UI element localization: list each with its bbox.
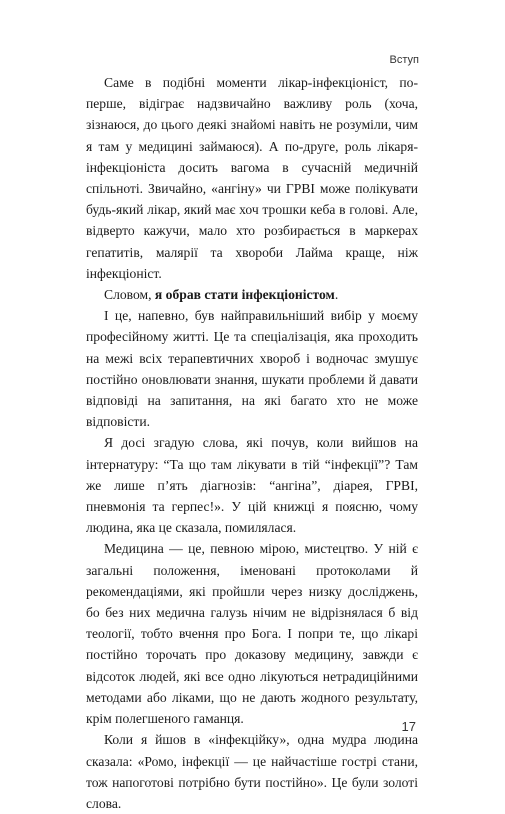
running-head: Вступ [389,54,419,66]
paragraph-1: Саме в подібні моменти лікар-інфекціоніст, по-перше, відіграє надзвичайно важливу роль (хоча, зізнаюся, до цього деякі знайомі навіть не розуміли, чим я там у медицині займаюся). А по-друге, роль лікаря-інфекціоніста досить вагома в сучасній медичній спільноті. Звичайно, «ангіну» чи ГРВІ може полікувати будь-який лікар, який має хоч трошки кеба в голові. Але, відверто кажучи, мало хто розбирається в маркерах гепатитів, малярії та хвороби Лайма краще, ніж інфекціоніст. [86,75,418,281]
paragraph-2-tail: . [334,287,339,303]
paragraph-5: Медицина — це, певною мірою, мистецтво. У ній є загальні положення, іменовані протоколами й рекомендаціями, які пройшли через низку досліджень, бо без них медична галузь нічим не відрізнялася б від теології, тобто вчення про Бога. І попри те, що лікарі постійно торочать про доказову медицину, завжди є відсоток людей, які все одно лікуються нетрадиційними методами або ліками, що не дають жодного результату, крім полегшеного гаманця. [86,541,418,727]
paragraph-2-emphasis: я обрав стати інфекціоністом [154,287,335,303]
paragraph-6: Коли я йшов в «інфекційку», одна мудра людина сказала: «Ромо, інфекції — це найчастіше гострі стани, тож напоготові потрібно бути постійно». Це були золоті слова. [86,732,418,811]
page-number: 17 [401,719,416,734]
paragraph-2-lead: Словом, [104,287,155,303]
paragraph-3: І це, напевно, був найправильніший вибір у моєму професійному житті. Це та спеціалізація, яка проходить на межі всіх терапевтичних хвороб і водночас змушує постійно оновлювати знання, шукати проблеми й давати відповіді на запитання, на які багато хто не може відповісти. [86,308,418,430]
paragraph-4: Я досі згадую слова, які почув, коли вийшов на інтернатуру: “Та що там лікувати в тій “інфекції”? Там же лише п’ять діагнозів: “ангіна”, діарея, ГРВІ, пневмонія та герпес!». У цій книжці я поясню, чому людина, яка це сказала, помилялася. [86,435,418,536]
body-text [86,72,418,814]
paragraph-2 [86,284,418,305]
